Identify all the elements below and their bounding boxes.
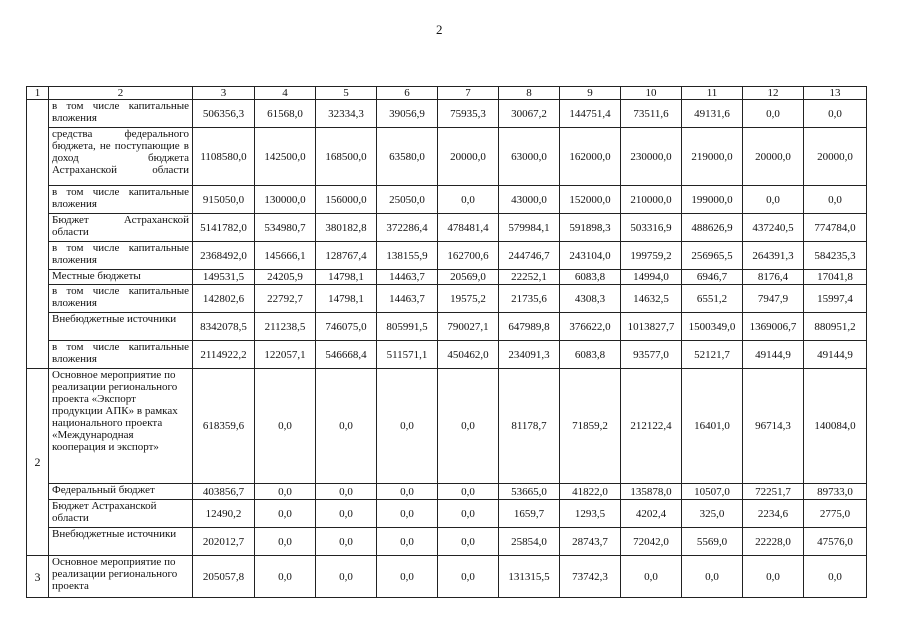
- table-cell: 376622,0: [560, 313, 621, 341]
- table-row: [27, 214, 867, 242]
- col-header: 6: [377, 87, 438, 100]
- table-cell: 0,0: [255, 556, 316, 598]
- table-row: [27, 341, 867, 369]
- table-cell: 2234,6: [743, 500, 804, 528]
- table-cell: 75935,3: [438, 100, 499, 128]
- table-cell: 234091,3: [499, 341, 560, 369]
- col-header: 1: [27, 87, 49, 100]
- table-cell: 72251,7: [743, 484, 804, 500]
- table-cell: 584235,3: [804, 242, 867, 270]
- row-label: Основное мероприятие по реализации регионального проекта «Экспорт продукции АПК» в рамках национального проекта «Международная кооперация и экспорт»: [49, 369, 193, 484]
- table-cell: 0,0: [377, 369, 438, 484]
- table-cell: 16401,0: [682, 369, 743, 484]
- table-cell: 230000,0: [621, 128, 682, 186]
- table-cell: 152000,0: [560, 186, 621, 214]
- table-cell: 199000,0: [682, 186, 743, 214]
- table-cell: 372286,4: [377, 214, 438, 242]
- table-cell: 149531,5: [193, 270, 255, 285]
- table-cell: 96714,3: [743, 369, 804, 484]
- table-cell: 73511,6: [621, 100, 682, 128]
- table-cell: 6083,8: [560, 270, 621, 285]
- table-cell: 0,0: [316, 556, 377, 598]
- col-header: 4: [255, 87, 316, 100]
- table-cell: 128767,4: [316, 242, 377, 270]
- table-cell: 205057,8: [193, 556, 255, 598]
- col-header: 8: [499, 87, 560, 100]
- table-row: [27, 369, 867, 484]
- table-row: [27, 242, 867, 270]
- table-cell: 89733,0: [804, 484, 867, 500]
- table-cell: 24205,9: [255, 270, 316, 285]
- table-cell: 53665,0: [499, 484, 560, 500]
- table-cell: 135878,0: [621, 484, 682, 500]
- table-row: [27, 313, 867, 341]
- table-cell: 0,0: [316, 369, 377, 484]
- table-cell: 478481,4: [438, 214, 499, 242]
- table-cell: 5569,0: [682, 528, 743, 556]
- table-cell: 618359,6: [193, 369, 255, 484]
- table-cell: 647989,8: [499, 313, 560, 341]
- row-label: в том числе капитальные вложения: [49, 186, 193, 214]
- table-cell: 140084,0: [804, 369, 867, 484]
- row-label: Федеральный бюджет: [49, 484, 193, 500]
- col-header: 3: [193, 87, 255, 100]
- table-cell: 168500,0: [316, 128, 377, 186]
- table-cell: 12490,2: [193, 500, 255, 528]
- table-cell: 6946,7: [682, 270, 743, 285]
- table-cell: 380182,8: [316, 214, 377, 242]
- row-label: в том числе капитальные вложения: [49, 100, 193, 128]
- table-cell: 52121,7: [682, 341, 743, 369]
- table-cell: 22228,0: [743, 528, 804, 556]
- table-cell: 14632,5: [621, 285, 682, 313]
- table-cell: 1108580,0: [193, 128, 255, 186]
- table-cell: 0,0: [438, 556, 499, 598]
- table-cell: 49131,6: [682, 100, 743, 128]
- table-cell: 0,0: [743, 186, 804, 214]
- budget-table: [26, 86, 867, 598]
- table-cell: 14463,7: [377, 270, 438, 285]
- table-cell: 0,0: [804, 556, 867, 598]
- table-cell: 145666,1: [255, 242, 316, 270]
- table-cell: 0,0: [255, 500, 316, 528]
- table-cell: 131315,5: [499, 556, 560, 598]
- table-cell: 14994,0: [621, 270, 682, 285]
- table-cell: 47576,0: [804, 528, 867, 556]
- table-cell: 81178,7: [499, 369, 560, 484]
- table-cell: 15997,4: [804, 285, 867, 313]
- table-cell: 0,0: [438, 500, 499, 528]
- table-cell: 63000,0: [499, 128, 560, 186]
- table-cell: 503316,9: [621, 214, 682, 242]
- table-cell: 49144,9: [743, 341, 804, 369]
- table-cell: 325,0: [682, 500, 743, 528]
- table-cell: 210000,0: [621, 186, 682, 214]
- table-cell: 32334,3: [316, 100, 377, 128]
- table-cell: 437240,5: [743, 214, 804, 242]
- table-cell: 0,0: [316, 484, 377, 500]
- table-cell: 2368492,0: [193, 242, 255, 270]
- table-cell: 202012,7: [193, 528, 255, 556]
- col-header: 13: [804, 87, 867, 100]
- table-cell: 579984,1: [499, 214, 560, 242]
- table-cell: 71859,2: [560, 369, 621, 484]
- table-cell: 4202,4: [621, 500, 682, 528]
- table-cell: 0,0: [438, 369, 499, 484]
- table-cell: 0,0: [316, 528, 377, 556]
- table-cell: 219000,0: [682, 128, 743, 186]
- row-label: Внебюджетные источники: [49, 313, 193, 341]
- table-cell: 0,0: [438, 484, 499, 500]
- table-cell: 5141782,0: [193, 214, 255, 242]
- row-group-number: [27, 100, 49, 369]
- table-cell: 162700,6: [438, 242, 499, 270]
- row-label: в том числе капитальные вложения: [49, 242, 193, 270]
- table-cell: 0,0: [377, 484, 438, 500]
- table-cell: 450462,0: [438, 341, 499, 369]
- table-cell: 0,0: [377, 528, 438, 556]
- table-cell: 244746,7: [499, 242, 560, 270]
- table-cell: 6083,8: [560, 341, 621, 369]
- table-cell: 8342078,5: [193, 313, 255, 341]
- table-cell: 0,0: [804, 186, 867, 214]
- table-cell: 506356,3: [193, 100, 255, 128]
- table-cell: 1293,5: [560, 500, 621, 528]
- table-cell: 511571,1: [377, 341, 438, 369]
- table-cell: 0,0: [377, 500, 438, 528]
- table-body: [27, 100, 867, 598]
- table-cell: 0,0: [255, 484, 316, 500]
- table-cell: 0,0: [743, 556, 804, 598]
- table-cell: 63580,0: [377, 128, 438, 186]
- table-cell: 20000,0: [438, 128, 499, 186]
- table-cell: 880951,2: [804, 313, 867, 341]
- row-label: Бюджет Астраханской области: [49, 500, 193, 528]
- table-cell: 546668,4: [316, 341, 377, 369]
- table-cell: 14463,7: [377, 285, 438, 313]
- table-row: [27, 285, 867, 313]
- row-group-number: 3: [27, 556, 49, 598]
- table-cell: 0,0: [438, 528, 499, 556]
- table-cell: 1013827,7: [621, 313, 682, 341]
- table-cell: 130000,0: [255, 186, 316, 214]
- table-cell: 122057,1: [255, 341, 316, 369]
- row-label: Бюджет Астраханской области: [49, 214, 193, 242]
- row-label: средства федерального бюджета, не поступающие в доход бюджета Астраханской области: [49, 128, 193, 186]
- table-cell: 144751,4: [560, 100, 621, 128]
- col-header: 12: [743, 87, 804, 100]
- table-cell: 39056,9: [377, 100, 438, 128]
- table-cell: 0,0: [621, 556, 682, 598]
- table-cell: 4308,3: [560, 285, 621, 313]
- table-cell: 805991,5: [377, 313, 438, 341]
- table-cell: 22252,1: [499, 270, 560, 285]
- table-cell: 0,0: [316, 500, 377, 528]
- col-header: 10: [621, 87, 682, 100]
- table-cell: 17041,8: [804, 270, 867, 285]
- table-cell: 534980,7: [255, 214, 316, 242]
- table-cell: 1500349,0: [682, 313, 743, 341]
- row-label: в том числе капитальные вложения: [49, 285, 193, 313]
- table-cell: 0,0: [377, 556, 438, 598]
- header-row: [27, 87, 867, 100]
- table-cell: 488626,9: [682, 214, 743, 242]
- table-cell: 73742,3: [560, 556, 621, 598]
- table-cell: 211238,5: [255, 313, 316, 341]
- table-cell: 25050,0: [377, 186, 438, 214]
- table-cell: 0,0: [255, 528, 316, 556]
- page-number: 2: [436, 22, 443, 37]
- table-row: [27, 528, 867, 556]
- row-group-number: 2: [27, 369, 49, 556]
- table-cell: 162000,0: [560, 128, 621, 186]
- table-cell: 22792,7: [255, 285, 316, 313]
- table-cell: 142500,0: [255, 128, 316, 186]
- table-cell: 43000,0: [499, 186, 560, 214]
- col-header: 11: [682, 87, 743, 100]
- table-cell: 142802,6: [193, 285, 255, 313]
- table-cell: 25854,0: [499, 528, 560, 556]
- table-cell: 915050,0: [193, 186, 255, 214]
- table-cell: 21735,6: [499, 285, 560, 313]
- row-label: Внебюджетные источники: [49, 528, 193, 556]
- col-header: 2: [49, 87, 193, 100]
- table-cell: 72042,0: [621, 528, 682, 556]
- table-cell: 20000,0: [804, 128, 867, 186]
- table-cell: 0,0: [438, 186, 499, 214]
- table-row: [27, 186, 867, 214]
- row-label: Местные бюджеты: [49, 270, 193, 285]
- table-cell: 2775,0: [804, 500, 867, 528]
- table-cell: 20569,0: [438, 270, 499, 285]
- col-header: 9: [560, 87, 621, 100]
- table-cell: 212122,4: [621, 369, 682, 484]
- col-header: 5: [316, 87, 377, 100]
- table-cell: 790027,1: [438, 313, 499, 341]
- table-cell: 0,0: [255, 369, 316, 484]
- row-label: Основное мероприятие по реализации регионального проекта: [49, 556, 193, 598]
- table-cell: 7947,9: [743, 285, 804, 313]
- table-row: [27, 484, 867, 500]
- table-cell: 0,0: [804, 100, 867, 128]
- table-cell: 0,0: [682, 556, 743, 598]
- table-cell: 1369006,7: [743, 313, 804, 341]
- table-cell: 14798,1: [316, 285, 377, 313]
- table-cell: 774784,0: [804, 214, 867, 242]
- col-header: 7: [438, 87, 499, 100]
- table-cell: 264391,3: [743, 242, 804, 270]
- table-cell: 93577,0: [621, 341, 682, 369]
- table-cell: 41822,0: [560, 484, 621, 500]
- table-cell: 746075,0: [316, 313, 377, 341]
- table-row: [27, 270, 867, 285]
- table-cell: 49144,9: [804, 341, 867, 369]
- table-cell: 1659,7: [499, 500, 560, 528]
- table-row: [27, 500, 867, 528]
- table-cell: 6551,2: [682, 285, 743, 313]
- table-cell: 199759,2: [621, 242, 682, 270]
- table-cell: 19575,2: [438, 285, 499, 313]
- table-cell: 20000,0: [743, 128, 804, 186]
- row-label: в том числе капитальные вложения: [49, 341, 193, 369]
- table-cell: 10507,0: [682, 484, 743, 500]
- table-cell: 256965,5: [682, 242, 743, 270]
- table-cell: 8176,4: [743, 270, 804, 285]
- table-cell: 156000,0: [316, 186, 377, 214]
- table-cell: 591898,3: [560, 214, 621, 242]
- table-cell: 28743,7: [560, 528, 621, 556]
- table-cell: 2114922,2: [193, 341, 255, 369]
- table-cell: 403856,7: [193, 484, 255, 500]
- table-cell: 61568,0: [255, 100, 316, 128]
- table-cell: 138155,9: [377, 242, 438, 270]
- table-cell: 243104,0: [560, 242, 621, 270]
- table-cell: 30067,2: [499, 100, 560, 128]
- table-row: [27, 556, 867, 598]
- table-cell: 0,0: [743, 100, 804, 128]
- table-row: [27, 100, 867, 128]
- table-cell: 14798,1: [316, 270, 377, 285]
- table-row: [27, 128, 867, 186]
